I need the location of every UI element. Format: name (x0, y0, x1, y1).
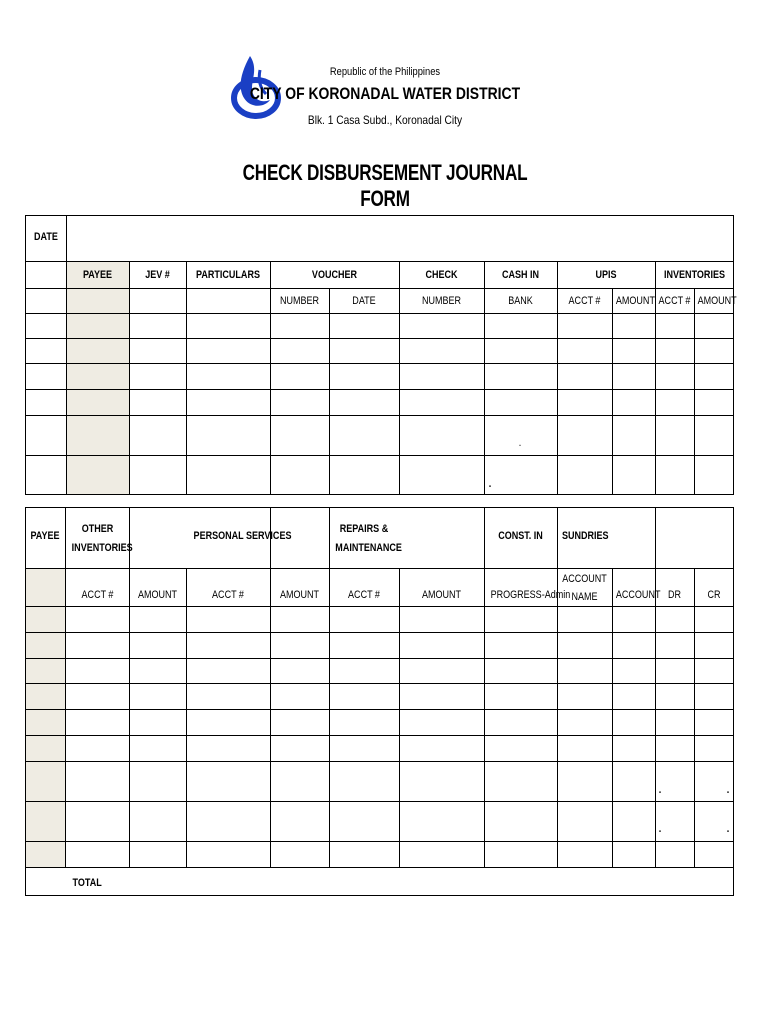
dr-header: DR (667, 589, 682, 601)
progress-admin-header: PROGRESS-Admin (490, 589, 571, 601)
inv-amount-header: AMOUNT (697, 295, 737, 307)
check-header: CHECK (425, 269, 458, 281)
inventories-header: INVENTORIES (664, 269, 725, 281)
dot-mark: . (658, 784, 662, 796)
dot-mark: . (726, 823, 730, 835)
sundries-header: SUNDRIES (561, 530, 609, 542)
payee-header: PAYEE (82, 269, 113, 281)
dot-mark: . (658, 823, 662, 835)
repairs-maintenance-header: REPAIRS & MAINTENANCE (335, 523, 402, 554)
upis-acct-header: ACCT # (568, 295, 601, 307)
other-inventories-header: OTHER INVENTORIES (71, 523, 133, 554)
acct-header-2: ACCT # (212, 589, 244, 601)
account-name-header: ACCOUNT NAME (562, 573, 607, 603)
check-number-header: NUMBER (421, 295, 462, 307)
total-label: TOTAL (72, 877, 102, 889)
amount-header-3: AMOUNT (421, 589, 462, 601)
republic-text: Republic of the Philippines (329, 66, 441, 78)
district-name: CITY OF KORONADAL WATER DISTRICT (249, 84, 521, 103)
dot-mark: . (518, 437, 522, 449)
account-header: ACCOUNT (615, 589, 661, 601)
voucher-date-header: DATE (352, 295, 376, 307)
voucher-header: VOUCHER (311, 269, 358, 281)
form-title: CHECK DISBURSEMENT JOURNAL FORM (242, 160, 528, 211)
acct-header-3: ACCT # (348, 589, 380, 601)
particulars-header: PARTICULARS (196, 269, 260, 281)
acct-header-1: ACCT # (81, 589, 114, 601)
payee-header-2: PAYEE (30, 530, 60, 542)
personal-services-header: PERSONAL SERVICES (193, 530, 292, 542)
date-label: DATE (34, 231, 58, 243)
voucher-number-header: NUMBER (279, 295, 320, 307)
const-in-header: CONST. IN (498, 530, 543, 542)
upis-amount-header: AMOUNT (615, 295, 655, 307)
dot-mark: . (488, 478, 492, 490)
jev-header: JEV # (145, 269, 170, 281)
dot-mark: . (726, 784, 730, 796)
amount-header-2: AMOUNT (279, 589, 320, 601)
upis-header: UPIS (595, 269, 617, 281)
bank-header: BANK (508, 295, 533, 307)
cr-header: CR (707, 589, 721, 601)
district-address: Blk. 1 Casa Subd., Koronadal City (307, 113, 463, 127)
cash-in-header: CASH IN (501, 269, 540, 281)
amount-header-1: AMOUNT (137, 589, 178, 601)
inv-acct-header: ACCT # (658, 295, 691, 307)
